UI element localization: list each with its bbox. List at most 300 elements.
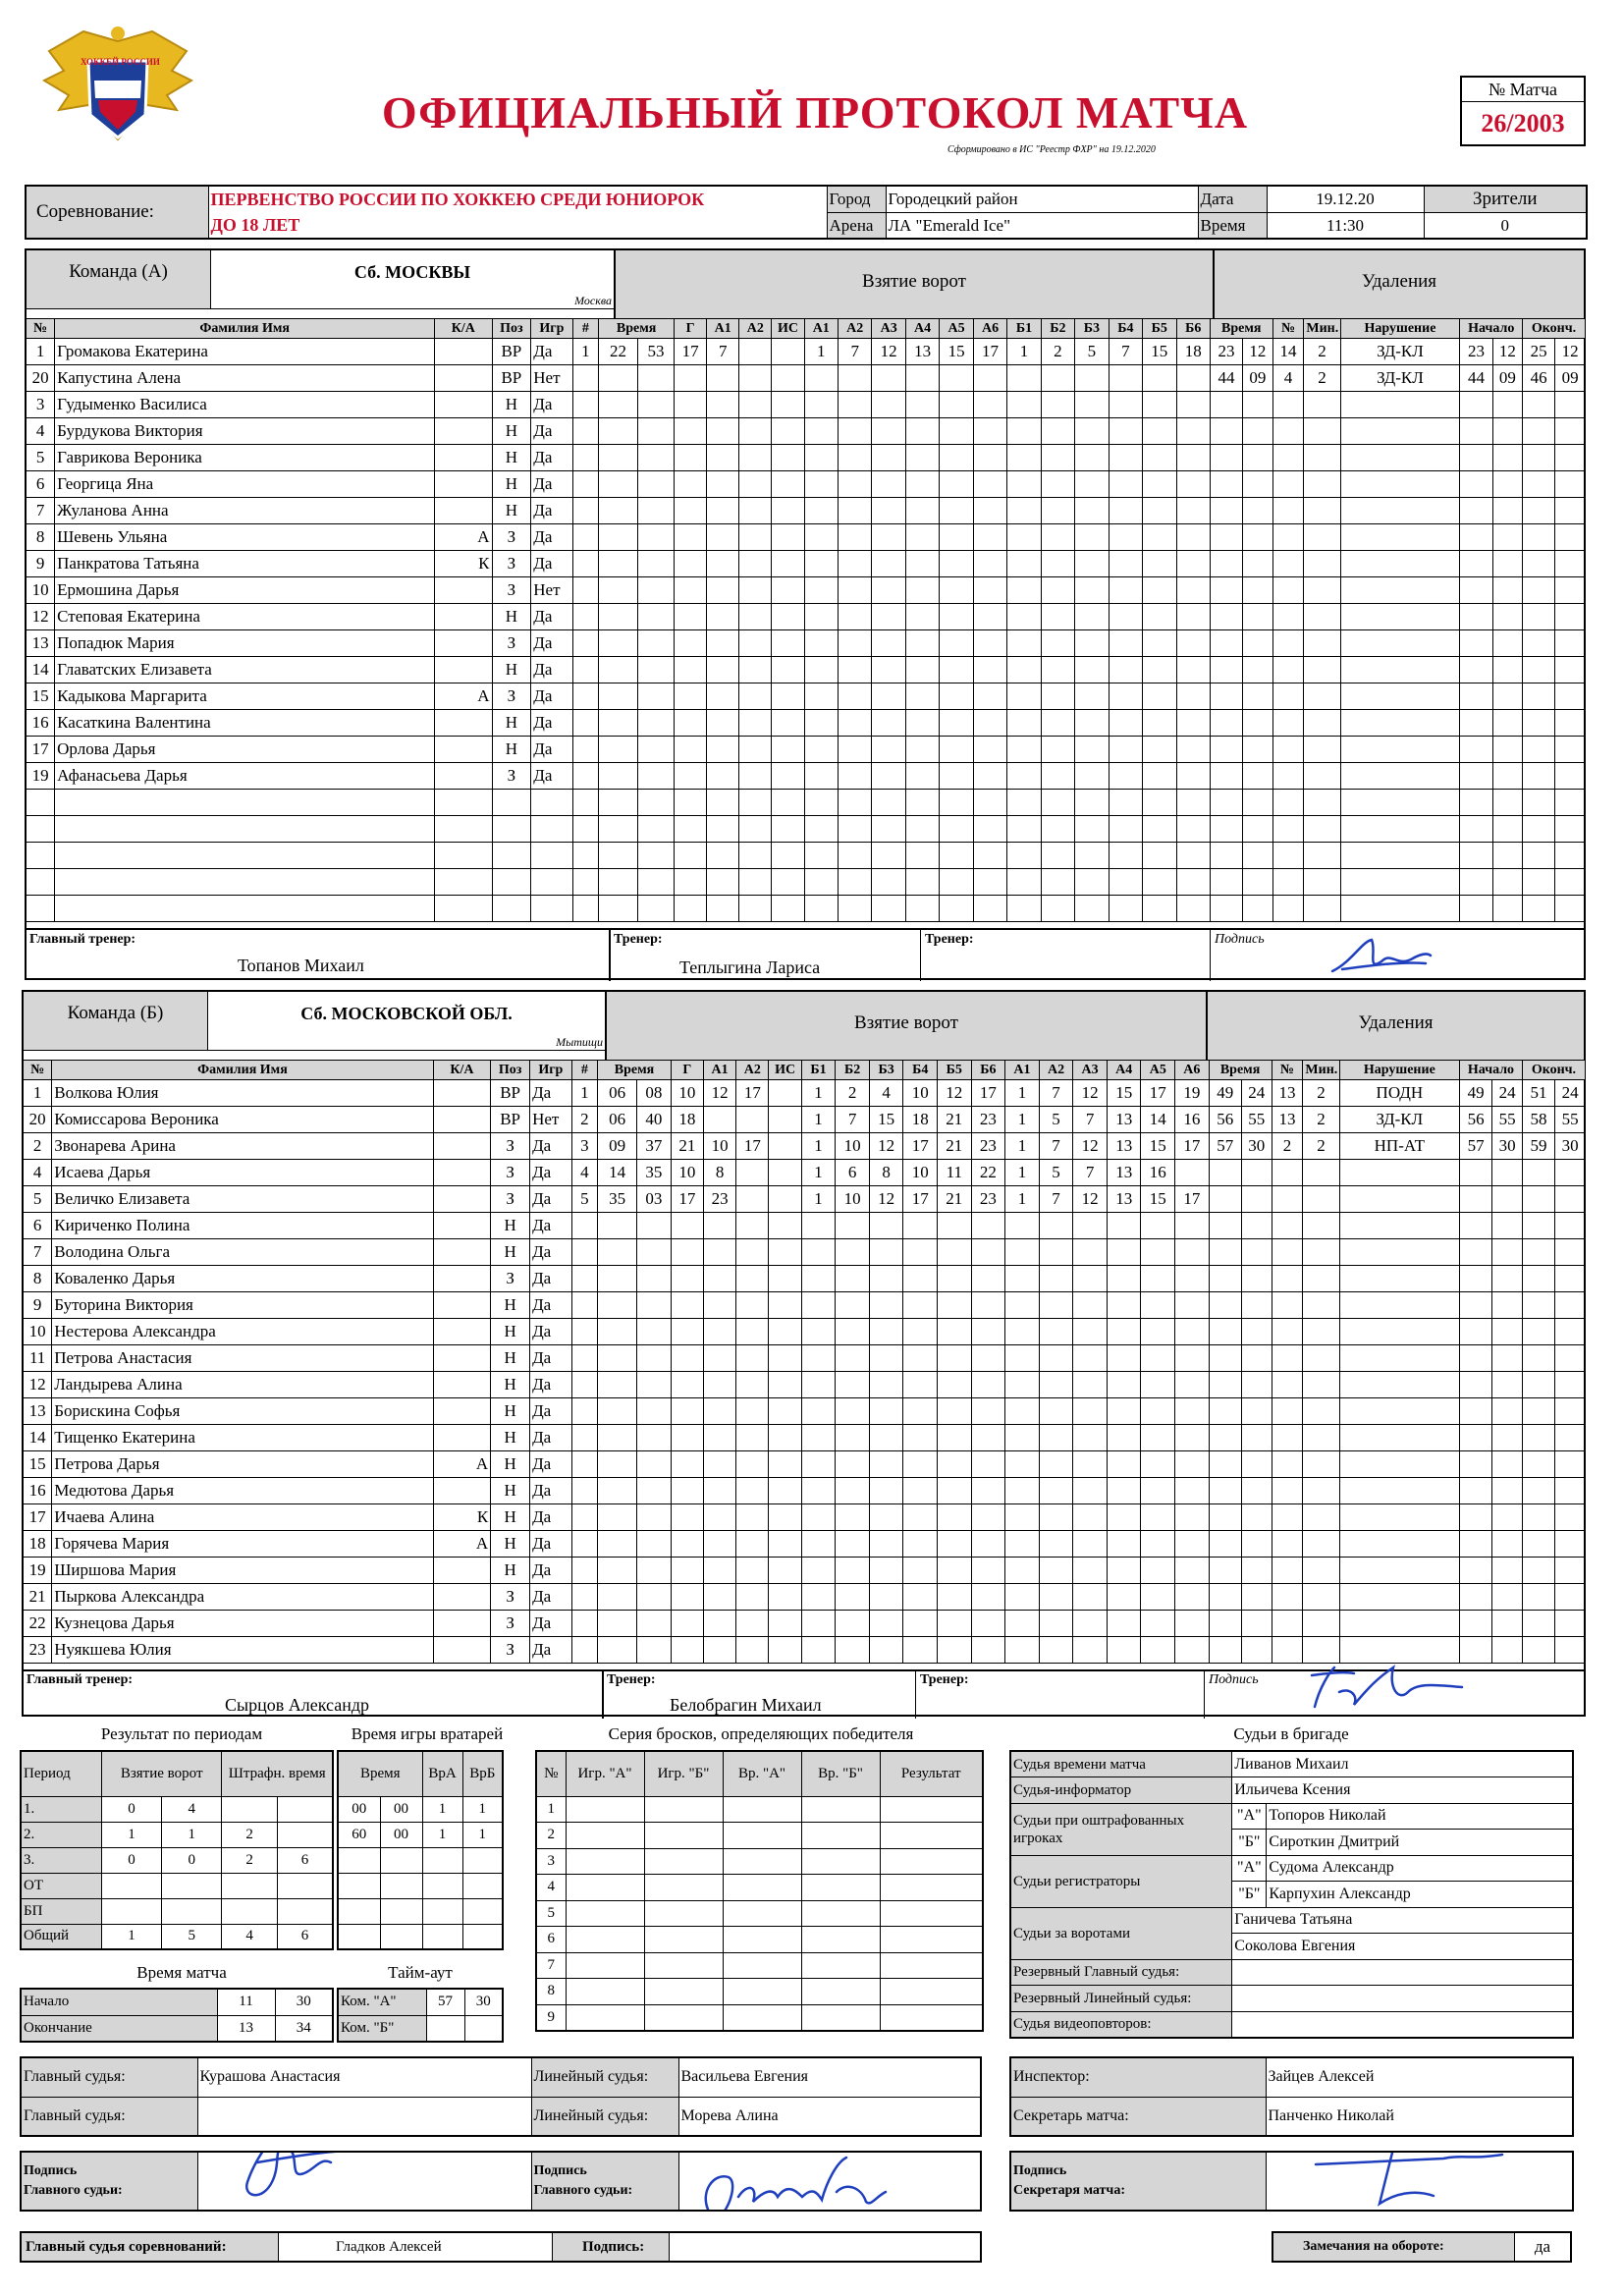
penalty-cell [1340,710,1460,737]
goal-cell [804,524,838,551]
secretary-name: Панченко Николай [1266,2097,1573,2136]
gk-cell [462,1898,503,1924]
player-name [55,816,435,843]
player-row [24,1584,1586,1611]
goal-cell: 7 [836,1107,870,1133]
match-number-box [1460,76,1586,146]
goal-cell: 22 [599,339,638,365]
player-row [27,392,1586,418]
goal-cell [838,392,871,418]
penalty-cell [1243,392,1273,418]
player-name: Петрова Анастасия [52,1345,433,1372]
shootout-cell [566,2004,644,2031]
goal-cell: 12 [1073,1133,1108,1160]
penalty-cell [1272,498,1304,524]
shootout-row [536,2004,983,2031]
player-number: 8 [27,524,55,551]
player-name: Бурдукова Виктория [55,418,435,445]
goal-cell [703,1478,735,1504]
goal-cell [1005,1345,1040,1372]
period-cell: ОТ [21,1873,101,1898]
penalty-cell [1272,1558,1303,1584]
goal-cell [801,1478,836,1504]
shootout-header: Результат [880,1751,983,1796]
column-header: А2 [736,1061,769,1080]
penalty-cell [1460,524,1492,551]
penalty-cell [1460,1398,1492,1425]
penalty-cell [1272,683,1304,710]
match-start-hours: 11 [217,1989,275,2015]
goal-cell [736,1345,769,1372]
gk-cell [380,1924,422,1949]
goal-cell [1005,1319,1040,1345]
penalty-cell [1492,1478,1523,1504]
goal-cell [938,1637,972,1664]
player-row [27,630,1586,657]
player-played: Да [530,1531,572,1558]
penalty-cell [1210,498,1242,524]
goal-cell [571,1398,598,1425]
column-header: ИС [772,319,804,339]
goal-cell [598,1558,637,1584]
goal-cell: 1 [801,1080,836,1107]
goal-cell [675,551,707,577]
goal-cell [973,710,1006,737]
gk-cell [338,1873,380,1898]
player-row [24,1531,1586,1558]
goal-cell [571,1213,598,1239]
timeout-a-label: Ком. "А" [338,1989,426,2015]
goal-cell [572,604,599,630]
player-position: З [491,1637,530,1664]
shootout-number: 1 [536,1796,566,1823]
goal-cell [1109,657,1142,683]
penalty-cell [1522,1637,1554,1664]
penalty-cell [1339,1160,1459,1186]
penalty-cell [1209,1160,1241,1186]
player-played: Да [531,737,572,763]
penalty-cell [1523,604,1555,630]
goal-cell [739,524,772,551]
goal-cell [869,1425,903,1451]
goal-cell [971,1213,1005,1239]
penalty-cell: 56 [1460,1107,1492,1133]
column-header: А2 [1039,1061,1073,1080]
penalty-cell [1523,392,1555,418]
goal-cell [1143,551,1176,577]
header-row [27,319,1586,339]
goal-cell: 15 [869,1107,903,1133]
goal-cell [599,392,638,418]
penalty-cell [1272,1611,1303,1637]
goal-cell [838,604,871,630]
penalty-cell [1304,418,1340,445]
goal-cell [571,1266,598,1292]
goal-cell [1175,1213,1210,1239]
goal-cell [869,1558,903,1584]
player-position: Н [491,1504,530,1531]
goal-cell [1175,1451,1210,1478]
goal-cell [1075,683,1109,710]
goal-cell [736,1425,769,1451]
penalty-cell [1210,392,1242,418]
goal-cell [1075,604,1109,630]
goal-cell [637,1451,672,1478]
goal-cell [836,1372,870,1398]
penalty-cell [1555,392,1586,418]
player-played: Да [530,1637,572,1664]
goal-cell [1005,1398,1040,1425]
goal-cell [1109,630,1142,657]
goal-cell [1109,498,1142,524]
goal-cell: 17 [973,339,1006,365]
goal-cell [801,1531,836,1558]
official-row [1010,1777,1573,1804]
main-referee-label: Главный судья: [21,2057,197,2097]
penalty-cell [1304,524,1340,551]
official-role: Резервный Линейный судья: [1010,1986,1232,2012]
goal-cell [838,763,871,790]
goal-cell [772,445,804,471]
goal-cell [572,657,599,683]
arena-label: Арена [827,213,886,239]
penalty-cell [1241,1637,1272,1664]
goal-cell: 1 [1005,1160,1040,1186]
timeout-b-sec [464,2015,503,2042]
goal-cell [872,790,905,816]
goal-cell [736,1611,769,1637]
goal-cell [1175,1478,1210,1504]
penalty-cell [1210,630,1242,657]
goal-cell [938,1292,972,1319]
goal-cell [675,816,707,843]
penalty-cell [1460,498,1492,524]
player-position: Н [491,1319,530,1345]
goal-cell [1005,1372,1040,1398]
goal-cell [599,896,638,922]
goal-cell: 10 [903,1160,938,1186]
penalty-cell [1492,551,1523,577]
goal-cell [1107,1425,1141,1451]
goal-cell [1141,1266,1175,1292]
player-name: Комиссарова Вероника [52,1107,433,1133]
goal-cell [838,869,871,896]
goal-cell [1039,1239,1073,1266]
goal-cell [637,471,674,498]
goal-cell [938,1266,972,1292]
goal-cell [1073,1478,1108,1504]
goal-cell [905,392,939,418]
goal-cell [1107,1398,1141,1425]
penalty-cell [1210,604,1242,630]
goal-cell: 17 [675,339,707,365]
player-name: Ландырева Алина [52,1372,433,1398]
official-name: Топоров Николай [1267,1803,1573,1830]
penalty-cell [1522,1611,1554,1637]
goal-cell [801,1637,836,1664]
goal-cell [903,1531,938,1558]
column-header: Б4 [903,1061,938,1080]
goal-cell: 7 [707,339,739,365]
goal-cell [938,1584,972,1611]
player-row [24,1107,1586,1133]
goal-cell [675,498,707,524]
player-number: 14 [24,1425,52,1451]
gk-a-header: ВрА [422,1751,462,1796]
player-role [433,1239,491,1266]
column-header: А3 [872,319,905,339]
goal-cell [938,1213,972,1239]
goal-cell [838,843,871,869]
player-role [433,1213,491,1239]
main-sig-label-2: Главного судьи: [24,2183,123,2198]
column-header: № [1272,1061,1303,1080]
penalty-cell [1492,1160,1523,1186]
goal-cell [1075,790,1109,816]
player-played: Да [530,1319,572,1345]
goal-cell [872,445,905,471]
player-number: 20 [27,365,55,392]
goal-cell [571,1558,598,1584]
column-header: № [27,319,55,339]
penalty-cell [1460,1584,1492,1611]
player-name: Афанасьева Дарья [55,763,435,790]
goal-cell: 6 [836,1160,870,1186]
player-name: Кириченко Полина [52,1213,433,1239]
gk-time-title: Время игры вратарей [351,1724,504,1743]
goal-cell [1041,630,1074,657]
gk-row [338,1873,503,1898]
goal-cell: 16 [1141,1160,1175,1186]
goal-cell [572,577,599,604]
goal-cell [769,1451,801,1478]
goal-cell [637,710,674,737]
penalty-cell: 2 [1303,1080,1339,1107]
player-number [27,896,55,922]
penalty-cell [1303,1398,1339,1425]
penalty-cell [1210,843,1242,869]
shootout-cell [880,1796,983,1823]
player-played: Нет [531,577,572,604]
penalty-cell [1209,1345,1241,1372]
goal-cell [571,1478,598,1504]
goal-cell [739,418,772,445]
goal-cell [938,1531,972,1558]
goal-cell [905,896,939,922]
goal-cell [739,869,772,896]
gk-row [338,1898,503,1924]
goal-cell [739,683,772,710]
goal-cell [804,471,838,498]
goal-cell [571,1531,598,1558]
goal-cell [872,737,905,763]
match-end-minutes: 34 [275,2015,333,2042]
goal-cell [637,1558,672,1584]
player-name: Георгица Яна [55,471,435,498]
player-played: Да [530,1611,572,1637]
goal-cell [1107,1584,1141,1611]
player-position [492,896,531,922]
gk-cell: 1 [422,1822,462,1847]
goal-cell [1041,551,1074,577]
goal-cell [971,1372,1005,1398]
penalty-cell [1492,1213,1523,1239]
goal-cell [671,1239,703,1266]
player-row [27,657,1586,683]
goal-cell [1176,445,1210,471]
shootout-cell [801,1952,880,1979]
shootout-cell [644,1823,723,1849]
player-played [531,790,572,816]
goal-cell [838,896,871,922]
goal-cell [1143,790,1176,816]
official-role: Судьи за воротами [1010,1907,1232,1959]
goal-cell: 22 [971,1160,1005,1186]
penalty-cell [1303,1425,1339,1451]
player-position: Н [491,1345,530,1372]
penalty-cell [1555,1398,1586,1425]
goal-cell [1039,1372,1073,1398]
goal-cell: 2 [571,1107,598,1133]
shootout-cell [644,1900,723,1927]
penalty-cell [1243,683,1273,710]
goal-cell [1109,683,1142,710]
goal-cell [703,1266,735,1292]
goal-cell [598,1611,637,1637]
player-name: Кадыкова Маргарита [55,683,435,710]
penalty-cell [1272,869,1304,896]
goal-cell [599,604,638,630]
goal-cell [675,683,707,710]
penalty-cell [1492,418,1523,445]
goal-cell: 09 [598,1133,637,1160]
goal-cell [703,1345,735,1372]
goal-cell [707,551,739,577]
penalty-cell [1492,1319,1523,1345]
period-cell [277,1796,333,1822]
penalty-cell [1303,1345,1339,1372]
player-number: 19 [24,1558,52,1584]
shootout-cell [644,1952,723,1979]
penalty-cell [1523,524,1555,551]
penalty-cell [1555,1345,1586,1372]
shootout-cell [801,1796,880,1823]
goal-cell [675,524,707,551]
goal-cell [869,1292,903,1319]
penalty-cell [1492,790,1523,816]
penalty-cell [1460,1319,1492,1345]
shootout-cell [566,1875,644,1901]
goal-cell [1143,604,1176,630]
goal-cell [938,1558,972,1584]
goal-cell [637,1345,672,1372]
goal-cell [940,445,973,471]
goal-cell: 7 [1073,1160,1108,1186]
goal-cell [736,1266,769,1292]
player-position: З [492,577,531,604]
goal-cell [804,843,838,869]
goal-cell [1041,896,1074,922]
penalty-cell [1460,1451,1492,1478]
player-played: Да [530,1425,572,1451]
player-role [435,869,492,896]
goal-cell [938,1319,972,1345]
goal-cell: 7 [1039,1186,1073,1213]
player-name: Касаткина Валентина [55,710,435,737]
penalty-cell [1243,896,1273,922]
shootout-number: 5 [536,1900,566,1927]
penalty-cell: 09 [1492,365,1523,392]
team-a-block [25,248,1586,980]
goal-cell [769,1213,801,1239]
goal-cell [903,1213,938,1239]
goal-cell: 14 [598,1160,637,1186]
goal-cell [739,339,772,365]
penalty-cell [1522,1239,1554,1266]
goal-cell [905,551,939,577]
penalty-cell [1340,816,1460,843]
goal-cell [804,604,838,630]
player-row [24,1292,1586,1319]
penalty-cell [1522,1160,1554,1186]
penalty-cell [1303,1186,1339,1213]
shootout-cell [723,1875,801,1901]
shootout-cell [566,1823,644,1849]
player-played: Да [530,1584,572,1611]
goal-cell [1007,577,1041,604]
player-position [492,816,531,843]
goal-cell [940,577,973,604]
goal-cell [1143,710,1176,737]
goal-cell [637,763,674,790]
goal-cell [1075,418,1109,445]
penalty-cell [1492,710,1523,737]
goal-cell [872,524,905,551]
goal-cell [973,816,1006,843]
penalty-cell [1492,1451,1523,1478]
penalty-cell: 24 [1241,1080,1272,1107]
penalty-cell [1460,445,1492,471]
goal-cell [598,1239,637,1266]
penalty-cell [1523,657,1555,683]
goal-cell [1075,763,1109,790]
goal-cell: 1 [1005,1186,1040,1213]
goal-cell [903,1637,938,1664]
penalty-cell [1272,471,1304,498]
player-row [24,1398,1586,1425]
shootout-cell [566,1979,644,2005]
secretary-label: Секретарь матча: [1010,2097,1266,2136]
penalty-cell [1460,1266,1492,1292]
goal-cell [1041,365,1074,392]
goal-cell [671,1451,703,1478]
penalty-cell [1243,763,1273,790]
player-number: 2 [24,1133,52,1160]
goal-cell [1143,843,1176,869]
official-row [1010,1986,1573,2012]
period-row [21,1796,333,1822]
goal-cell: 1 [801,1107,836,1133]
goal-cell [637,1213,672,1239]
goal-cell [838,790,871,816]
shootout-cell [566,1796,644,1823]
penalty-cell [1272,1425,1303,1451]
goal-cell [772,763,804,790]
penalty-cell [1523,683,1555,710]
goal-cell [1041,392,1074,418]
goal-cell [1141,1451,1175,1478]
player-position: З [491,1160,530,1186]
